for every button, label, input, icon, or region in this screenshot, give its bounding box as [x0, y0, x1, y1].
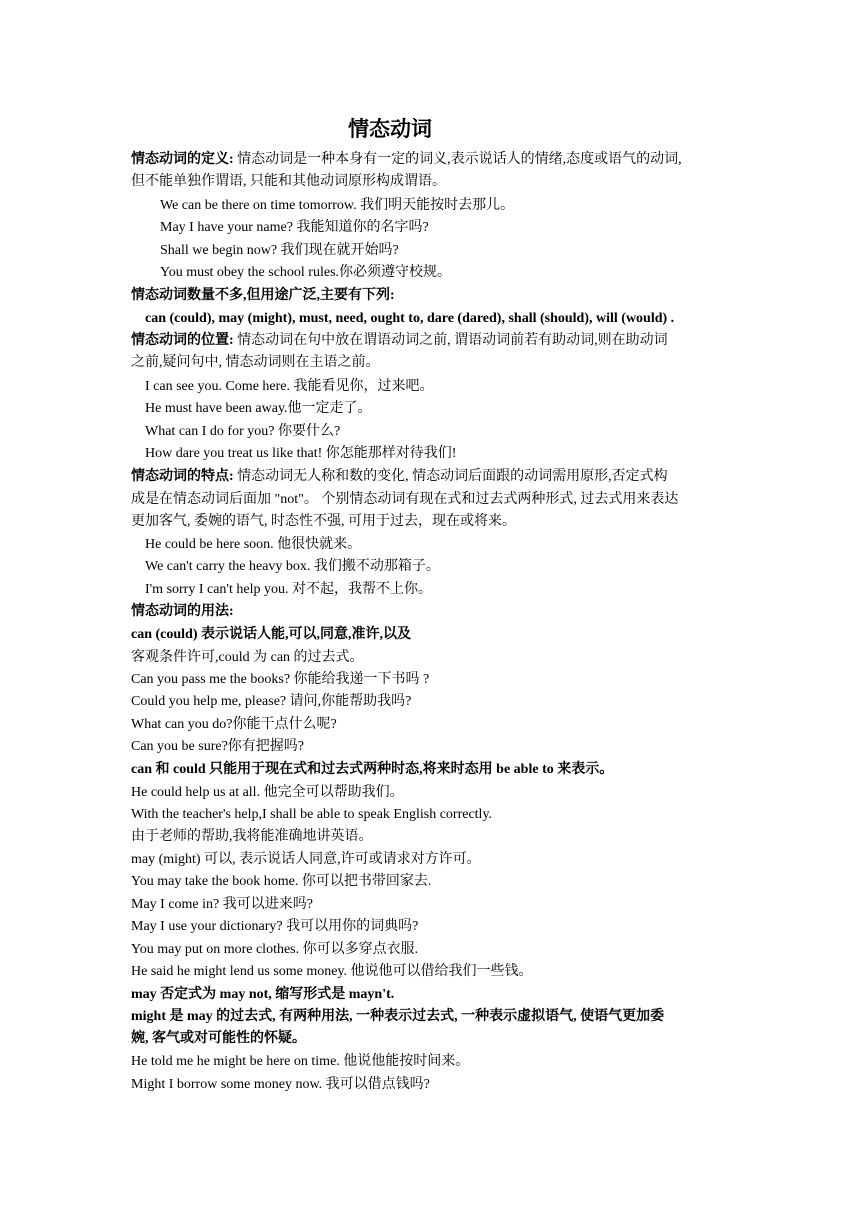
section-heading: 情态动词的定义:: [131, 152, 234, 167]
section-heading: 情态动词的位置:: [131, 333, 234, 348]
example-sentence: He said he might lend us some money. 他说他可以借给我们一些钱。: [131, 964, 533, 979]
example-sentence: May I come in? 我可以进来吗?: [131, 897, 313, 912]
example-sentence: Could you help me, please? 请问,你能帮助我吗?: [131, 694, 412, 709]
page-title: 情态动词: [348, 117, 432, 141]
body-text: 更加客气, 委婉的语气, 时态性不强, 可用于过去，现在或将来。: [131, 514, 516, 529]
example-sentence: You must obey the school rules.你必须遵守校规。: [160, 265, 452, 280]
body-text: 之前,疑问句中, 情态动词则在主语之前。: [131, 355, 380, 370]
section-heading: 情态动词数量不多,但用途广泛,主要有下列:: [131, 288, 395, 303]
example-sentence: He must have been away.他一定走了。: [145, 401, 372, 416]
example-sentence: You may take the book home. 你可以把书带回家去.: [131, 874, 432, 889]
usage-note: can 和 could 只能用于现在式和过去式两种时态,将来时态用 be able to 来表示。: [131, 762, 614, 777]
example-sentence: You may put on more clothes. 你可以多穿点衣服.: [131, 942, 419, 957]
example-sentence: May I have your name? 我能知道你的名字吗?: [160, 220, 429, 235]
example-sentence: We can't carry the heavy box. 我们搬不动那箱子。: [145, 559, 440, 574]
body-text: 情态动词无人称和数的变化, 情态动词后面跟的动词需用原形,否定式构: [233, 469, 668, 484]
body-text: 但不能单独作谓语, 只能和其他动词原形构成谓语。: [131, 174, 446, 189]
example-sentence: What can I do for you? 你要什么?: [145, 424, 341, 439]
example-sentence: I can see you. Come here. 我能看见你，过来吧。: [145, 379, 434, 394]
example-sentence: Might I borrow some money now. 我可以借点钱吗?: [131, 1077, 430, 1092]
body-text: 客观条件许可,could 为 can 的过去式。: [131, 650, 364, 665]
body-text: 情态动词是一种本身有一定的词义,表示说话人的情绪,态度或语气的动词,: [233, 152, 682, 167]
usage-note: may 否定式为 may not, 缩写形式是 mayn't.: [131, 987, 395, 1002]
section-heading: 情态动词的特点:: [131, 469, 234, 484]
body-text: 情态动词在句中放在谓语动词之前, 谓语动词前若有助动词,则在助动词: [233, 333, 668, 348]
example-sentence: We can be there on time tomorrow. 我们明天能按时去那儿。: [160, 198, 515, 213]
example-sentence: How dare you treat us like that! 你怎能那样对待我们!: [145, 446, 457, 461]
example-sentence: May I use your dictionary? 我可以用你的词典吗?: [131, 919, 419, 934]
usage-heading: can (could) 表示说话人能,可以,同意,准许,以及: [131, 627, 411, 642]
example-sentence: I'm sorry I can't help you. 对不起，我帮不上你。: [145, 582, 432, 597]
example-sentence: With the teacher's help,I shall be able to speak English correctly.: [131, 807, 493, 822]
example-sentence: Shall we begin now? 我们现在就开始吗?: [160, 243, 399, 258]
example-sentence: Can you pass me the books? 你能给我递一下书吗 ?: [131, 672, 430, 687]
example-sentence: He told me he might be here on time. 他说他能按时间来。: [131, 1054, 470, 1069]
usage-note: 婉, 客气或对可能性的怀疑。: [131, 1031, 306, 1046]
definition-line: [131, 150, 682, 170]
example-sentence: He could be here soon. 他很快就来。: [145, 537, 362, 552]
example-translation: 由于老师的帮助,我将能准确地讲英语。: [131, 829, 373, 844]
example-sentence: Can you be sure?你有把握吗?: [131, 739, 305, 754]
modal-verb-list: can (could), may (might), must, need, ought to, dare (dared), shall (should), will (would) .: [145, 311, 675, 326]
example-sentence: What can you do?你能干点什么呢?: [131, 717, 337, 732]
usage-note: might 是 may 的过去式, 有两种用法, 一种表示过去式, 一种表示虚拟语气, 使语气更加委: [131, 1009, 665, 1024]
body-text: may (might) 可以, 表示说话人同意,许可或请求对方许可。: [131, 852, 481, 867]
features-line: [131, 467, 668, 487]
body-text: 成是在情态动词后面加 "not"。 个别情态动词有现在式和过去式两种形式, 过去式用来表达: [131, 492, 679, 507]
section-heading: 情态动词的用法:: [131, 604, 234, 619]
example-sentence: He could help us at all. 他完全可以帮助我们。: [131, 785, 404, 800]
position-line: [131, 331, 668, 351]
